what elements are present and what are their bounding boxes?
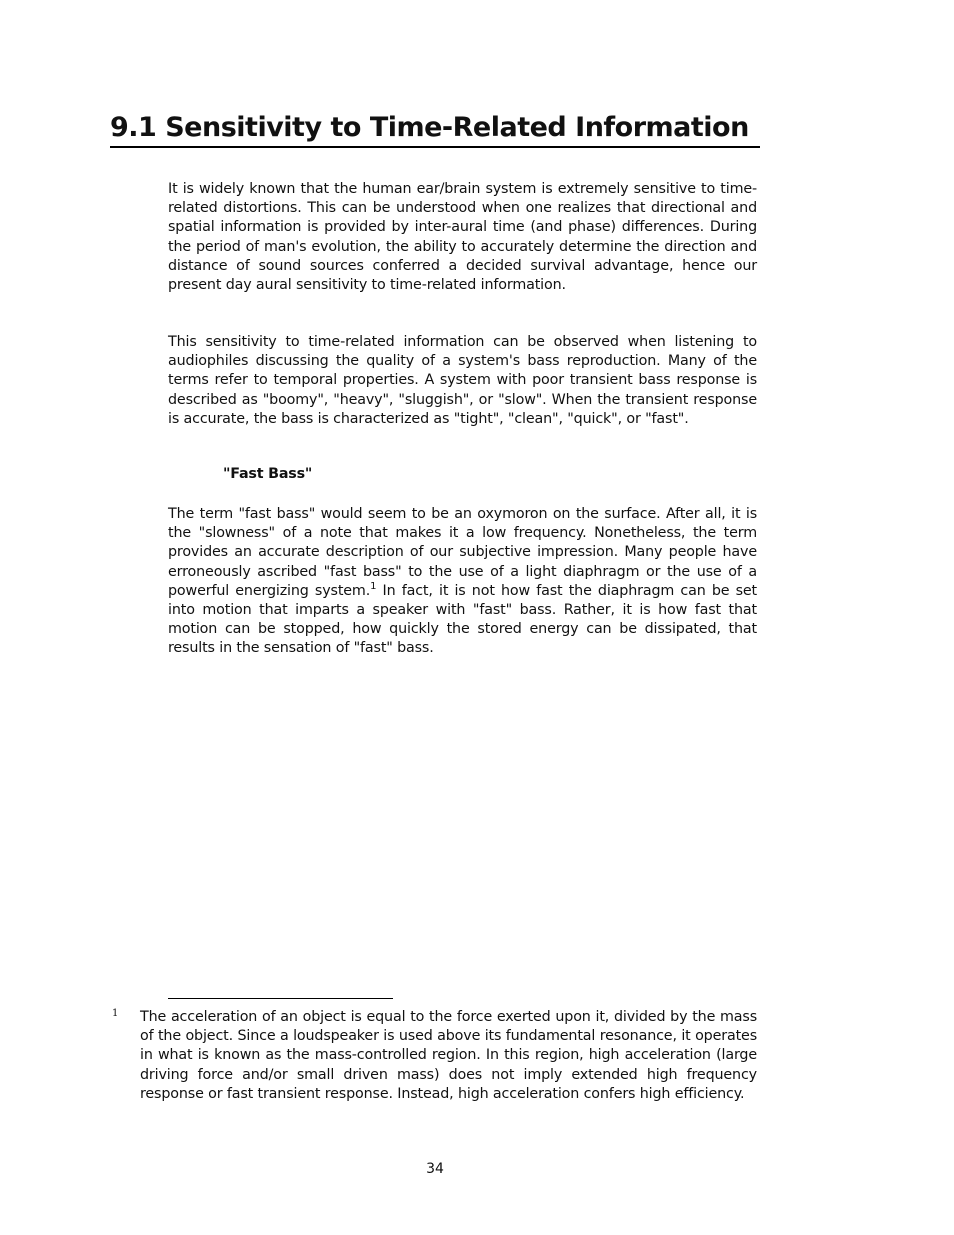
section-heading: 9.1 Sensitivity to Time-Related Information <box>110 112 760 148</box>
footnote-separator <box>168 998 393 999</box>
paragraph-fast-bass <box>168 505 757 659</box>
fast-bass-text-before-note: The term "fast bass" would seem to be an oxymoron on the surface. After all, it is the "slowness" of a note that makes it a low frequency. Nonetheless, the term provides an accurate description of our subjective impression. Many people have erroneously ascribed "fast bass" to the use of a light diaphragm or the use of a powerful energizing system. <box>168 506 757 599</box>
fast-bass-text-after-note: In fact, it is not how fast the diaphragm can be set into motion that imparts a speaker with "fast" bass. Rather, it is how fast that motion can be stopped, how quickly the stored energy can be dissipated, that results in the sensation of "fast" bass. <box>168 582 758 657</box>
footnote-mark: 1 <box>112 1008 119 1019</box>
subsection-heading: "Fast Bass" <box>223 466 313 482</box>
paragraph-time-sensitivity: It is widely known that the human ear/brain system is extremely sensitive to time-related distortions. This can be understood when one realizes that directional and spatial information is provided by inter-aural time (and phase) differences. During the period of man's evolution, the ability to accurately determine the direction and distance of sound sources conferred a decided survival advantage, hence our present day aural sensitivity to time-related information. <box>168 181 757 294</box>
footnote-text: The acceleration of an object is equal to the force exerted upon it, divided by the mass of the object. Since a loudspeaker is used above its fundamental resonance, it operates in what is known as the mass-controlled region. In this region, high acceleration (large driving force and/or small driven mass) does not imply extended high frequency response or fast transient response. Instead, high acceleration confers high efficiency. <box>140 1009 757 1102</box>
footnote-reference[interactable]: 1 <box>370 580 377 592</box>
paragraph-bass-terms: This sensitivity to time-related information can be observed when listening to audiophiles discussing the quality of a system's bass reproduction. Many of the terms refer to temporal properties. A system with poor transient bass response is described as "boomy", "heavy", "sluggish", or "slow". When the transient response is accurate, the bass is characterized as "tight", "clean", "quick", or "fast". <box>168 334 757 427</box>
page-number: 34 <box>426 1161 444 1177</box>
